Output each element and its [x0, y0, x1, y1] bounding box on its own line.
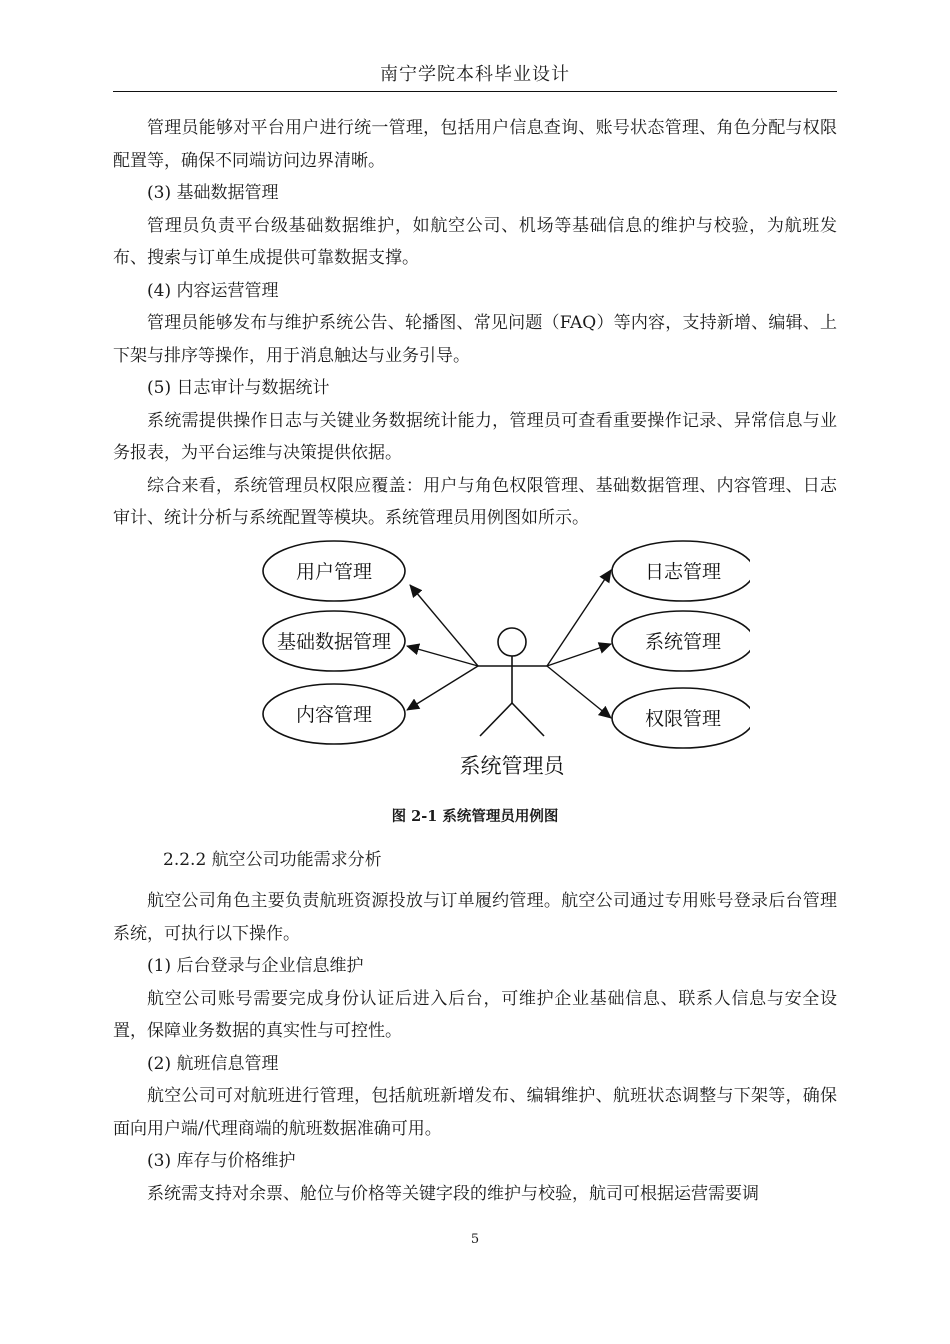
use-case-user-management: [263, 541, 405, 601]
item-heading-content-ops: (4) 内容运营管理: [147, 280, 279, 301]
item-heading-inventory-price: (3) 库存与价格维护: [147, 1151, 296, 1171]
use-case-content-management: [263, 684, 405, 744]
subsection-heading-airline: 2.2.2 航空公司功能需求分析: [163, 850, 382, 870]
use-case-label: 内容管理: [295, 704, 373, 726]
item-heading-flight-info: (2) 航班信息管理: [147, 1053, 279, 1074]
header-divider: [113, 91, 837, 92]
arrow-to-user-management: [410, 585, 478, 666]
paragraph-flight-info: 航空公司可对航班进行管理，包括航班新增发布、编辑维护、航班状态调整与下架等，确保面向用户端/代理商端的航班数据准确可用。: [113, 1086, 837, 1139]
use-case-permission-management: [612, 688, 750, 748]
use-case-log-management: [612, 541, 750, 601]
use-case-diagram-canvas: [250, 540, 750, 790]
use-case-system-management: [612, 611, 750, 671]
use-case-label: 基础数据管理: [276, 631, 392, 653]
actor-label: 系统管理员: [459, 754, 565, 778]
section-airline-requirements: [113, 885, 837, 1210]
use-case-label: 用户管理: [295, 561, 373, 583]
arrow-to-content-management: [407, 666, 478, 710]
page-number: 5: [470, 1232, 480, 1247]
arrow-to-log-management: [547, 570, 611, 666]
item-heading-login: (1) 后台登录与企业信息维护: [147, 956, 364, 976]
paragraph-basic-data: 管理员负责平台级基础数据维护，如航空公司、机场等基础信息的维护与校验，为航班发布、搜索与订单生成提供可靠数据支撑。: [113, 215, 837, 268]
use-case-label: 系统管理: [644, 631, 722, 653]
paragraph-inventory-price: 系统需支持对余票、舱位与价格等关键字段的维护与校验，航司可根据运营需要调: [147, 1183, 759, 1204]
paragraph-log-audit: 系统需提供操作日志与关键业务数据统计能力，管理员可查看重要操作记录、异常信息与业务报表，为平台运维与决策提供依据。: [113, 410, 837, 463]
section-system-admin: [113, 112, 837, 535]
arrow-to-basic-data-management: [407, 646, 478, 666]
use-case-label: 权限管理: [644, 708, 722, 730]
use-case-label: 日志管理: [644, 561, 722, 583]
figure-caption: 图 2-1 系统管理员用例图: [391, 808, 559, 825]
paragraph-user-management: 管理员能够对平台用户进行统一管理，包括用户信息查询、账号状态管理、角色分配与权限配置等，确保不同端访问边界清晰。: [113, 118, 837, 171]
item-heading-basic-data: (3) 基础数据管理: [147, 183, 279, 203]
page-header-title: 南宁学院本科毕业设计: [380, 64, 570, 85]
paragraph-login: 航空公司账号需要完成身份认证后进入后台，可维护企业基础信息、联系人信息与安全设置，保障业务数据的真实性与可控性。: [113, 988, 837, 1041]
arrow-to-system-management: [547, 644, 611, 666]
arrow-to-permission-management: [547, 666, 611, 718]
paragraph-content-ops: 管理员能够发布与维护系统公告、轮播图、常见问题（FAQ）等内容，支持新增、编辑、上下架与排序等操作，用于消息触达与业务引导。: [113, 313, 837, 366]
paragraph-summary: 综合来看，系统管理员权限应覆盖：用户与角色权限管理、基础数据管理、内容管理、日志审计、统计分析与系统配置等模块。系统管理员用例图如所示。: [113, 475, 837, 528]
actor-system-admin: [478, 628, 547, 736]
use-case-basic-data-management: [263, 611, 405, 671]
item-heading-log-audit: (5) 日志审计与数据统计: [147, 378, 330, 398]
paragraph-airline-intro: 航空公司角色主要负责航班资源投放与订单履约管理。航空公司通过专用账号登录后台管理系统，可执行以下操作。: [113, 891, 837, 944]
